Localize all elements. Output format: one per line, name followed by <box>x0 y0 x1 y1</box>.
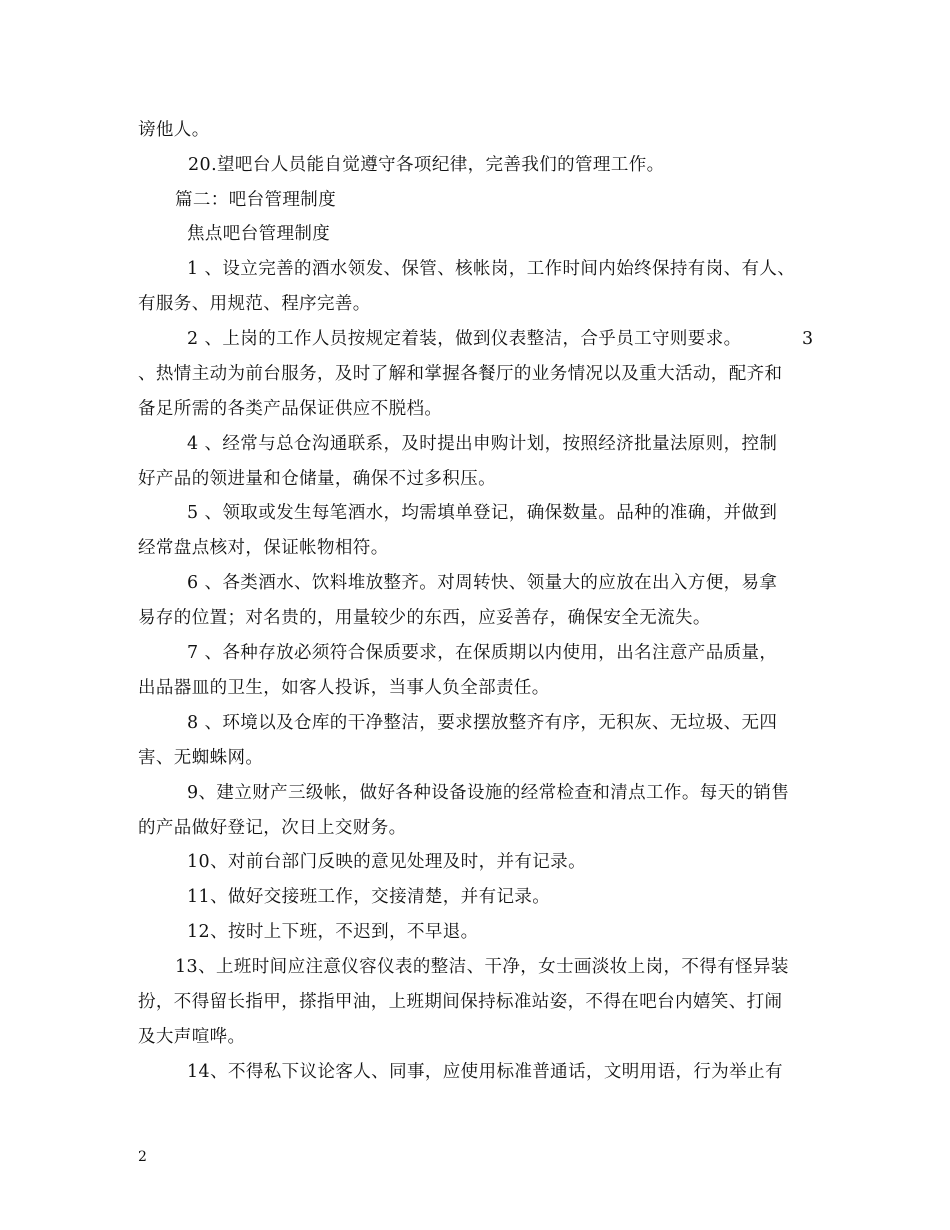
text-line: 1 、设立完善的酒水领发、保管、核帐岗，工作时间内始终保持有岗、有人、 <box>187 259 796 279</box>
text-line: 5 、领取或发生每笔酒水，均需填单登记，确保数量。品种的准确，并做到 <box>187 503 778 523</box>
text-line: 12、按时上下班，不迟到，不早退。 <box>187 922 479 942</box>
page-number: 2 <box>138 1149 147 1165</box>
text-line: 7 、各种存放必须符合保质要求，在保质期以内使用，出名注意产品质量， <box>187 643 778 663</box>
text-line: 10、对前台部门反映的意见处理及时，并有记录。 <box>187 852 586 872</box>
text-line: 扮，不得留长指甲，搽指甲油，上班期间保持标准站姿，不得在吧台内嬉笑、打闹 <box>138 992 783 1012</box>
text-line: 11、做好交接班工作，交接清楚，并有记录。 <box>187 887 551 907</box>
text-line: 9、建立财产三级帐，做好各种设备设施的经常检查和清点工作。每天的销售 <box>187 783 790 803</box>
text-line: 及大声喧哗。 <box>138 1027 246 1047</box>
text-line: 、热情主动为前台服务，及时了解和掌握各餐厅的业务情况以及重大活动，配齐和 <box>138 364 783 384</box>
text-line: 害、无蜘蛛网。 <box>138 748 264 768</box>
text-line: 2 、上岗的工作人员按规定着装，做到仪表整洁，合乎员工守则要求。 <box>187 329 742 349</box>
text-line: 8 、环境以及仓库的干净整洁，要求摆放整齐有序，无积灰、无垃圾、无四 <box>187 713 778 733</box>
text-line: 易存的位置；对名贵的，用量较少的东西，应妥善存，确保安全无流失。 <box>138 608 711 628</box>
subsection-title: 焦点吧台管理制度 <box>187 224 331 244</box>
text-line: 出品器皿的卫生，如客人投诉，当事人负全部责任。 <box>138 678 550 698</box>
text-line: 的产品做好登记，次日上交财务。 <box>138 818 407 838</box>
text-line: 备足所需的各类产品保证供应不脱档。 <box>138 399 443 419</box>
text-line: 13、上班时间应注意仪容仪表的整洁、干净，女士画淡妆上岗，不得有怪异装 <box>175 957 789 977</box>
text-line: 好产品的领进量和仓储量，确保不过多积压。 <box>138 469 496 489</box>
text-line: 4 、经常与总仓沟通联系，及时提出申购计划，按照经济批量法原则，控制 <box>187 434 778 454</box>
text-line: 20.望吧台人员能自觉遵守各项纪律，完善我们的管理工作。 <box>188 155 665 175</box>
text-line: 6 、各类酒水、饮料堆放整齐。对周转快、领量大的应放在出入方便，易拿 <box>187 573 778 593</box>
text-line: 14、不得私下议论客人、同事，应使用标准普通话，文明用语，行为举止有 <box>187 1062 783 1082</box>
text-line: 有服务、用规范、程序完善。 <box>138 294 371 314</box>
text-line: 3 <box>802 329 814 349</box>
text-line: 经常盘点核对，保证帐物相符。 <box>138 538 389 558</box>
text-line: 谤他人。 <box>138 120 210 140</box>
section-heading: 篇二：吧台管理制度 <box>175 190 337 210</box>
